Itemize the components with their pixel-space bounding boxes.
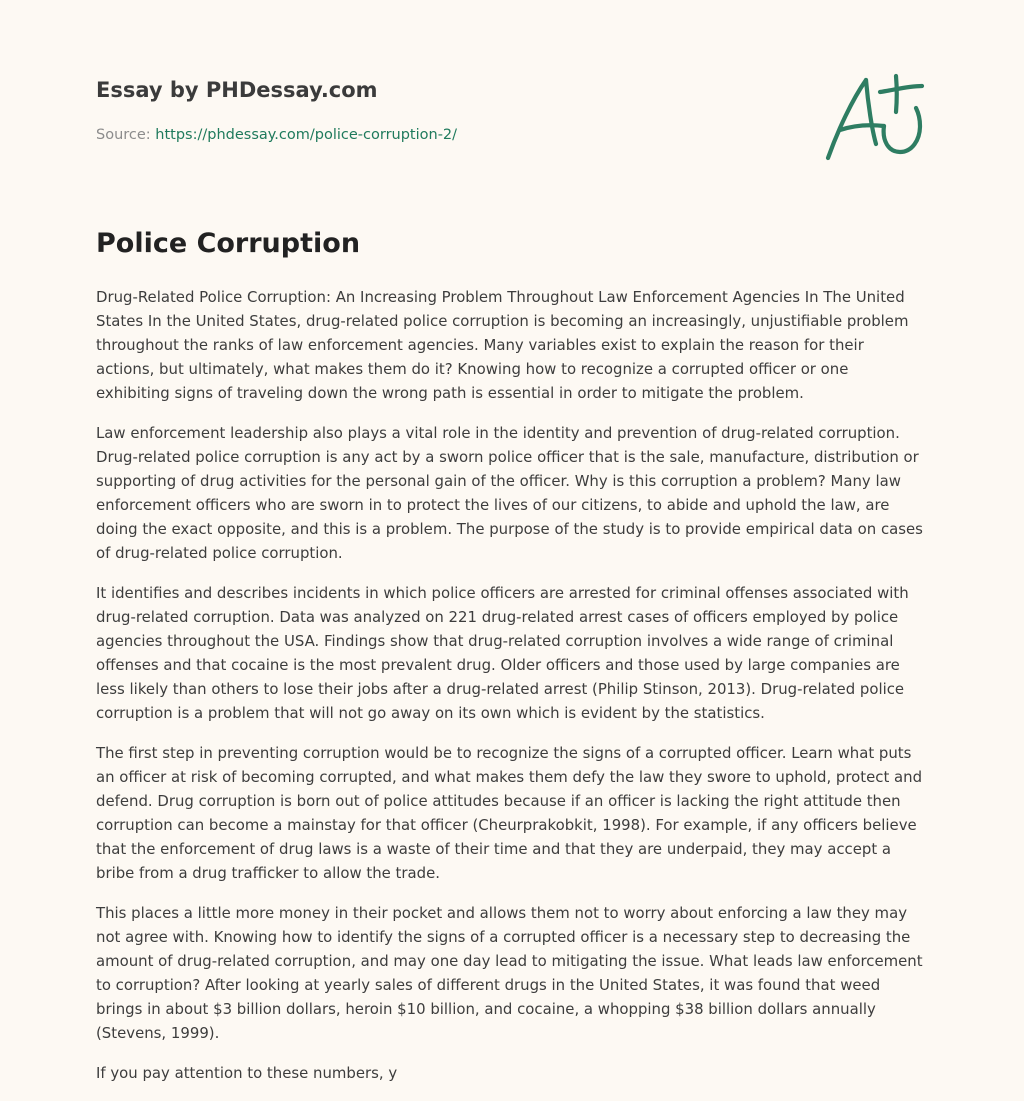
brand-title: Essay by PHDessay.com — [96, 78, 378, 102]
source-label: Source: — [96, 127, 156, 143]
essay-body — [96, 285, 926, 1101]
essay-paragraph: This places a little more money in their pocket and allows them not to worry about enforcing a law they may not agree with. Knowing how to identify the signs of a corrupted officer is a necessary step to decreasing the amount of drug-related corruption, and may one day lead to mitigating the issue. What leads law enforcement to corruption? After looking at yearly sales of different drugs in the United States, it was found that weed brings in about $3 billion dollars, heroin $10 billion, and cocaine, a whopping $38 billion dollars annually (Stevens, 1999). — [96, 904, 923, 1042]
source-link[interactable]: https://phdessay.com/police-corruption-2/ — [155, 127, 458, 143]
essay-title: Police Corruption — [96, 228, 361, 259]
a-plus-logo-icon — [822, 68, 932, 168]
essay-paragraph: The first step in preventing corruption would be to recognize the signs of a corrupted officer. Learn what puts an officer at risk of becoming corrupted, and what makes them defy the law they swore to uphold, protect and defend. Drug corruption is born out of police attitudes because if an officer is lacking the right attitude then corruption can become a mainstay for that officer (Cheurprakobkit, 1998). For example, if any officers believe that the enforcement of drug laws is a waste of their time and that they are underpaid, they may accept a bribe from a drug trafficker to allow the trade. — [96, 744, 923, 882]
document-header — [96, 76, 796, 145]
source-line — [96, 125, 796, 145]
essay-paragraph: Law enforcement leadership also plays a vital role in the identity and prevention of drug-related corruption. Drug-related police corruption is any act by a sworn police officer that is the sale, manufacture, distribution or supporting of drug activities for the personal gain of the officer. Why is this corruption a problem? Many law enforcement officers who are sworn in to protect the lives of our citizens, to abide and uphold the law, are doing the exact opposite, and this is a problem. The purpose of the study is to provide empirical data on cases of drug-related police corruption. — [96, 424, 923, 562]
essay-paragraph: Drug-Related Police Corruption: An Increasing Problem Throughout Law Enforcement Agencies In The United States In the United States, drug-related police corruption is becoming an increasingly, unjustifiable problem throughout the ranks of law enforcement agencies. Many variables exist to explain the reason for their actions, but ultimately, what makes them do it? Knowing how to recognize a corrupted officer or one exhibiting signs of traveling down the wrong path is essential in order to mitigate the problem. — [96, 288, 909, 402]
essay-paragraph: If you pay attention to these numbers, y — [96, 1064, 398, 1082]
essay-paragraph: It identifies and describes incidents in which police officers are arrested for criminal offenses associated with drug-related corruption. Data was analyzed on 221 drug-related arrest cases of officers employed by police agencies throughout the USA. Findings show that drug-related corruption involves a wide range of criminal offenses and that cocaine is the most prevalent drug. Older officers and those used by large companies are less likely than others to lose their jobs after a drug-related arrest (Philip Stinson, 2013). Drug-related police corruption is a problem that will not go away on its own which is evident by the statistics. — [96, 584, 909, 722]
